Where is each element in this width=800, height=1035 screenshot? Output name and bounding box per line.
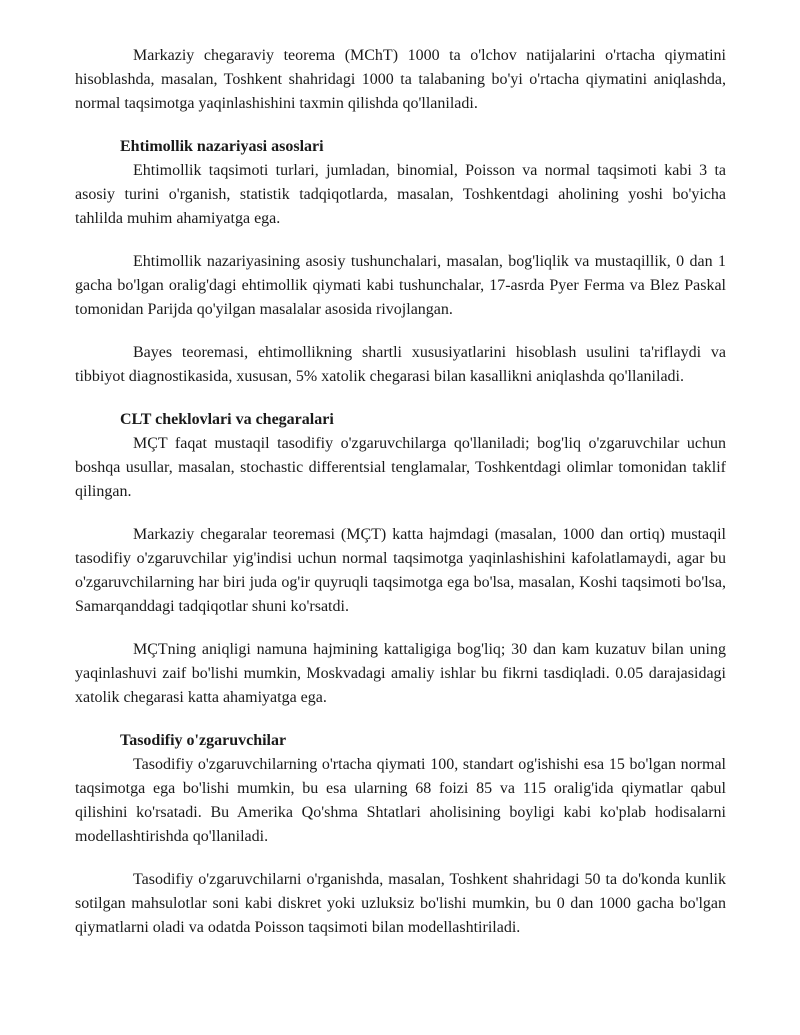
paragraph-independence-requirement: MÇT faqat mustaqil tasodifiy o'zgaruvchilarga qo'llaniladi; bog'liq o'zgaruvchilar uchun boshqa usullar, masalan, stochastic differentsial tenglamalar, Toshkentdagi olimlar tomonidan taklif qilingan.	[75, 435, 726, 500]
paragraph-distribution-types: Ehtimollik taqsimoti turlari, jumladan, binomial, Poisson va normal taqsimoti kabi 3 ta asosiy turini o'rganish, statistik tadqiqotlarda, masalan, Toshkentdagi aholining yoshi bo'yicha tahlilda muhim ahamiyatga ega.	[75, 162, 726, 227]
document-page	[75, 44, 726, 940]
heading-clt-limitations: CLT cheklovlari va chegaralari	[120, 411, 334, 428]
paragraph-heavy-tails: Markaziy chegaralar teoremasi (MÇT) katta hajmdagi (masalan, 1000 dan ortiq) mustaqil tasodifiy o'zgaruvchilar yig'indisi uchun normal taqsimotga yaqinlashishini kafolatlamaydi, agar bu o'zgaruvchilarning har biri juda og'ir quyruqli taqsimotga ega bo'lsa, masalan, Koshi taqsimoti bo'lsa, Samarqanddagi tadqiqotlar shuni ko'rsatdi.	[75, 526, 726, 615]
paragraph-discrete-continuous: Tasodifiy o'zgaruvchilarni o'rganishda, masalan, Toshkent shahridagi 50 ta do'konda kunlik sotilgan mahsulotlar soni kabi diskret yoki uzluksiz bo'lishi mumkin, bu 0 dan 1000 gacha bo'lgan qiymatlarni oladi va odatda Poisson taqsimoti bilan modellashtiriladi.	[75, 871, 726, 936]
paragraph-mcht-intro: Markaziy chegaraviy teorema (MChT) 1000 ta o'lchov natijalarini o'rtacha qiymatini hisoblashda, masalan, Toshkent shahridagi 1000 ta talabaning bo'yi o'rtacha qiymatini aniqlashda, normal taqsimotga yaqinlashishini taxmin qilishda qo'llaniladi.	[75, 47, 726, 112]
paragraph-normal-example: Tasodifiy o'zgaruvchilarning o'rtacha qiymati 100, standart og'ishishi esa 15 bo'lgan normal taqsimotga ega bo'lishi mumkin, bu esa ularning 68 foizi 85 va 115 oralig'ida qiymatlar qabul qilishini ko'rsatadi. Bu Amerika Qo'shma Shtatlari aholisining boyligi kabi ko'plab hodisalarni modellashtirishda qo'llaniladi.	[75, 756, 726, 845]
paragraph-bayes-theorem: Bayes teoremasi, ehtimollikning shartli xususiyatlarini hisoblash usulini ta'riflaydi va tibbiyot diagnostikasida, xususan, 5% xatolik chegarasi bilan kasallikni aniqlashda qo'llaniladi.	[75, 344, 726, 385]
heading-probability-basics: Ehtimollik nazariyasi asoslari	[120, 138, 324, 155]
heading-random-variables: Tasodifiy o'zgaruvchilar	[120, 732, 287, 749]
paragraph-probability-concepts: Ehtimollik nazariyasining asosiy tushunchalari, masalan, bog'liqlik va mustaqillik, 0 dan 1 gacha bo'lgan oralig'dagi ehtimollik qiymati kabi tushunchalar, 17-asrda Pyer Ferma va Blez Paskal tomonidan Parijda qo'yilgan masalalar asosida rivojlangan.	[75, 253, 726, 318]
paragraph-sample-size: MÇTning aniqligi namuna hajmining kattaligiga bog'liq; 30 dan kam kuzatuv bilan uning yaqinlashuvi zaif bo'lishi mumkin, Moskvadagi amaliy ishlar bu fikrni tasdiqladi. 0.05 darajasidagi xatolik chegarasi katta ahamiyatga ega.	[75, 641, 726, 706]
